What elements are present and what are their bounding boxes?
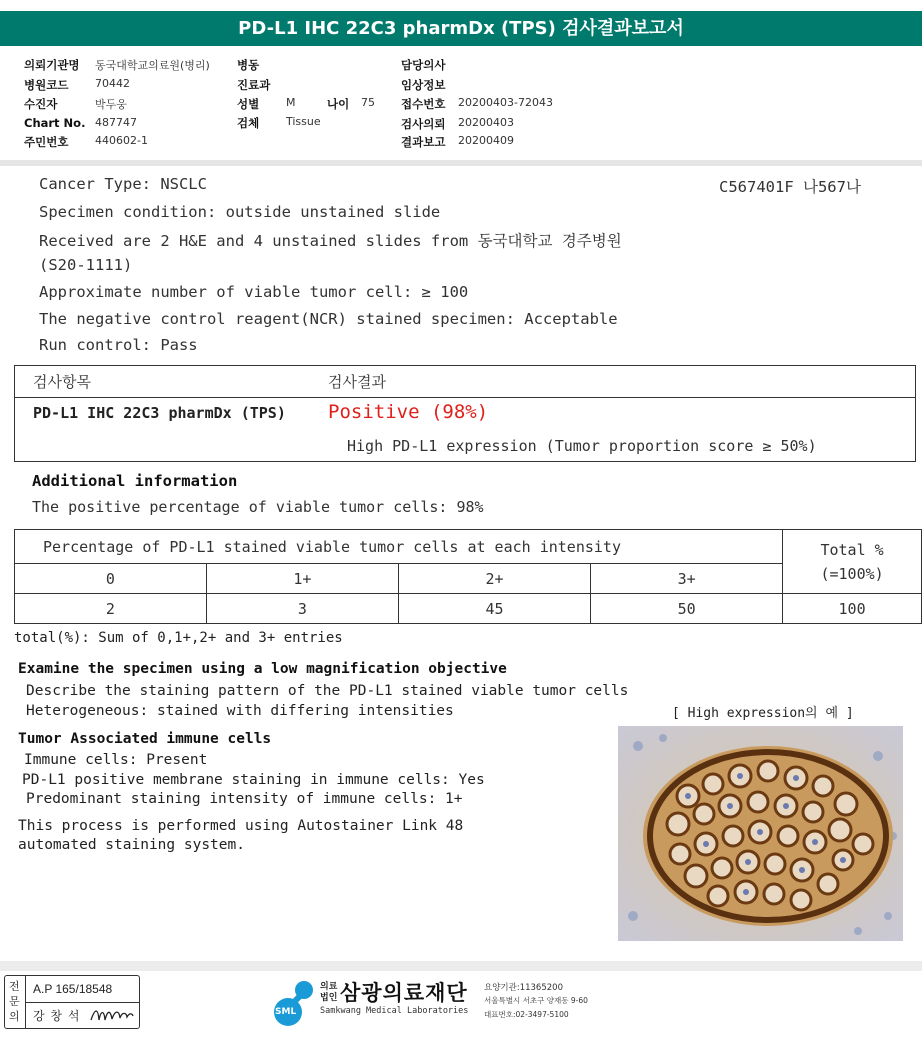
cancer-type: Cancer Type: NSCLC — [39, 175, 207, 193]
org-prefix-bottom: 법인 — [320, 993, 338, 1003]
result-box — [14, 365, 916, 462]
header-divider — [0, 160, 922, 166]
id-no-label: 주민번호 — [24, 135, 69, 149]
process-line: automated staining system. — [18, 837, 245, 853]
org-phone: 대표번호:02-3497-5100 — [484, 1010, 569, 1019]
age-label: 나이 — [327, 97, 350, 111]
intensity-value: 45 — [398, 594, 590, 624]
specimen-value: Tissue — [286, 115, 321, 128]
chart-no-value: 487747 — [95, 116, 137, 129]
recipient-value: 박두웅 — [95, 98, 127, 111]
hospital-code-value: 70442 — [95, 77, 130, 90]
clinical-info-label: 임상정보 — [401, 78, 446, 92]
sex-label: 성별 — [237, 97, 260, 111]
receipt-no-value: 20200403-72043 — [458, 96, 553, 109]
org-name: 삼광의료재단 — [340, 981, 468, 1005]
specimen-label: 검체 — [237, 116, 260, 130]
examine-title: Examine the specimen using a low magnification objective — [18, 661, 507, 677]
ncr-status: The negative control reagent(NCR) stained specimen: Acceptable — [39, 310, 618, 328]
microscopy-image — [618, 726, 903, 941]
immune-line: Predominant staining intensity of immune cells: 1+ — [26, 791, 463, 807]
total-header-line1: Total % — [820, 540, 884, 559]
examine-line: Heterogeneous: stained with differing intensities — [26, 703, 454, 719]
doctor-seal — [4, 975, 140, 1029]
specimen-condition: Specimen condition: outside unstained slide — [39, 203, 441, 221]
intensity-column-header: 3+ — [591, 564, 783, 594]
chart-no-label: Chart No. — [24, 116, 86, 130]
intensity-column-header: 2+ — [398, 564, 590, 594]
additional-title: Additional information — [32, 472, 238, 490]
total-header — [783, 530, 922, 594]
total-header-line2: (=100%) — [820, 564, 884, 583]
result-header-divider — [15, 397, 915, 398]
examine-line: Describe the staining pattern of the PD-L1 stained viable tumor cells — [26, 683, 629, 699]
result-value: Positive (98%) — [328, 401, 489, 423]
table-row — [15, 594, 922, 624]
received-slides: Received are 2 H&E and 4 unstained slides from 동국대학교 경주병원 — [39, 232, 622, 250]
org-logo — [270, 978, 590, 1028]
signature-icon — [89, 1004, 135, 1026]
specimen-code: C567401F 나567나 — [719, 178, 861, 196]
sex-value: M — [286, 96, 296, 109]
department-label: 진료과 — [237, 78, 271, 92]
process-line: This process is performed using Autostainer Link 48 — [18, 818, 464, 834]
report-date-value: 20200409 — [458, 134, 514, 147]
intensity-table — [14, 529, 922, 624]
age-value: 75 — [361, 96, 375, 109]
seal-divider — [25, 1002, 139, 1003]
org-name-en: Samkwang Medical Laboratories — [320, 1006, 469, 1016]
slide-number: (S20-1111) — [39, 256, 133, 274]
seal-vertical-cell — [5, 976, 26, 1028]
ward-label: 병동 — [237, 58, 260, 72]
image-caption: [ High expression의 예 ] — [672, 706, 854, 721]
id-no-value: 440602-1 — [95, 134, 148, 147]
recipient-label: 수진자 — [24, 97, 58, 111]
immune-title: Tumor Associated immune cells — [18, 731, 272, 747]
test-name: PD-L1 IHC 22C3 pharmDx (TPS) — [33, 404, 286, 422]
immune-line: Immune cells: Present — [24, 752, 208, 768]
intensity-table-header: Percentage of PD-L1 stained viable tumor cells at each intensity — [15, 530, 783, 564]
run-control: Run control: Pass — [39, 336, 198, 354]
receipt-no-label: 접수번호 — [401, 97, 446, 111]
hospital-code-label: 병원코드 — [24, 78, 69, 92]
doctor-label: 담당의사 — [401, 58, 446, 72]
facility-number: 요양기관:11365200 — [484, 983, 563, 993]
ap-number: A.P 165/18548 — [33, 982, 113, 996]
institution-value: 동국대학교의료원(병리) — [95, 59, 210, 72]
positive-percentage: The positive percentage of viable tumor cells: 98% — [32, 498, 484, 516]
intensity-value: 50 — [591, 594, 783, 624]
org-prefix-top: 의료 — [320, 982, 338, 992]
org-address: 서울특별시 서초구 양재동 9-60 — [484, 996, 588, 1005]
viable-cells: Approximate number of viable tumor cell: ≥ 100 — [39, 283, 469, 301]
intensity-value: 3 — [206, 594, 398, 624]
intensity-column-header: 1+ — [206, 564, 398, 594]
sml-logo-text: SML — [275, 1007, 297, 1017]
report-date-label: 결과보고 — [401, 135, 446, 149]
expression-level: High PD-L1 expression (Tumor proportion score ≥ 50%) — [347, 437, 817, 455]
request-date-value: 20200403 — [458, 116, 514, 129]
total-value: 100 — [783, 594, 922, 624]
result-header-result: 검사결과 — [328, 373, 386, 391]
immune-line: PD-L1 positive membrane staining in immune cells: Yes — [22, 772, 485, 788]
request-date-label: 검사의뢰 — [401, 117, 446, 131]
result-header-item: 검사항목 — [33, 373, 91, 391]
intensity-column-header: 0 — [15, 564, 207, 594]
intensity-value: 2 — [15, 594, 207, 624]
report-title: PD-L1 IHC 22C3 pharmDx (TPS) 검사결과보고서 — [0, 11, 922, 46]
footer-divider — [0, 961, 922, 971]
doctor-name: 강 창 석 — [33, 1009, 81, 1023]
sml-logo-icon — [270, 978, 318, 1028]
total-note: total(%): Sum of 0,1+,2+ and 3+ entries — [14, 630, 343, 646]
seal-vertical-text: 전문의 — [9, 980, 20, 1023]
institution-label: 의뢰기관명 — [24, 58, 80, 72]
